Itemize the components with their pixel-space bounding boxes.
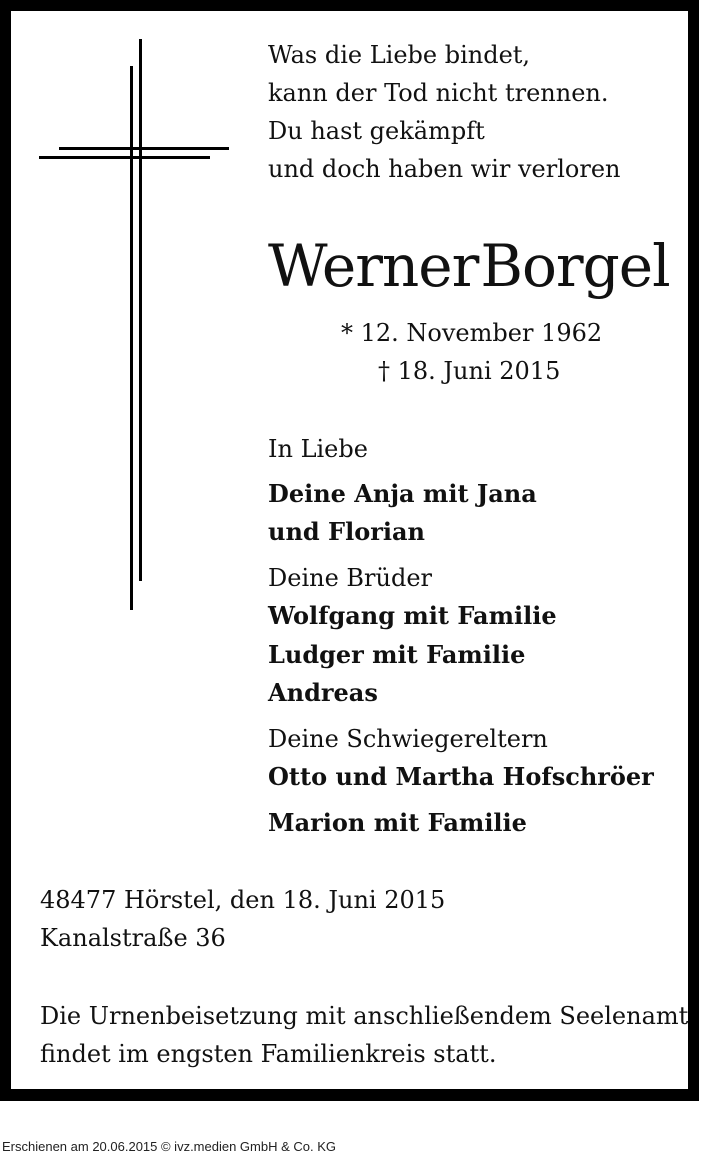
mourners-intro: In Liebe (268, 435, 368, 463)
address-line: Kanalstraße 36 (40, 924, 226, 952)
inlaws-label: Deine Schwiegereltern (268, 725, 548, 753)
mourner-other: Marion mit Familie (268, 808, 527, 837)
mourner-brother: Andreas (268, 678, 378, 707)
poem-line: und doch haben wir verloren (268, 155, 621, 183)
poem (268, 36, 620, 188)
deceased-name (268, 226, 670, 306)
poem-line: kann der Tod nicht trennen. (268, 79, 609, 107)
poem-line: Was die Liebe bindet, (268, 41, 531, 69)
mourner-wife: Deine Anja mit Jana (268, 479, 537, 508)
brothers-label: Deine Brüder (268, 564, 433, 592)
address-line: 48477 Hörstel, den 18. Juni 2015 (40, 886, 446, 914)
ceremony-line: findet im engsten Familienkreis statt. (40, 1040, 497, 1068)
mourner-brother: Ludger mit Familie (268, 640, 526, 669)
death-date: † 18. Juni 2015 (378, 357, 561, 385)
first-name: Werner (268, 232, 479, 300)
publication-footer: Erschienen am 20.06.2015 © ivz.medien GmbH & Co. KG (2, 1139, 337, 1154)
mourner-brother: Wolfgang mit Familie (268, 601, 557, 630)
mourner-children: und Florian (268, 517, 425, 546)
ceremony-line: Die Urnenbeisetzung mit anschließendem Seelenamt (40, 1002, 689, 1030)
address (40, 881, 445, 957)
birth-date: * 12. November 1962 (341, 319, 603, 347)
mourner-inlaws: Otto und Martha Hofschröer (268, 762, 654, 791)
ceremony-note (40, 997, 688, 1073)
poem-line: Du hast gekämpft (268, 117, 485, 145)
last-name: Borgel (480, 232, 670, 300)
